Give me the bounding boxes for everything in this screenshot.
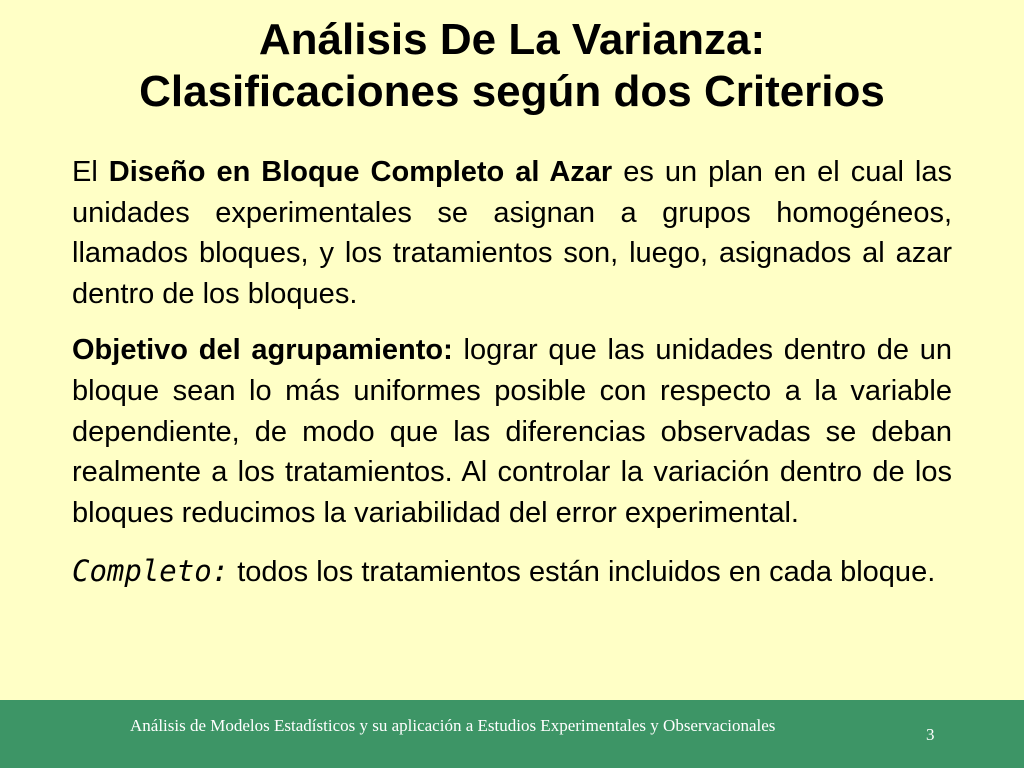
definition-lead: El: [72, 156, 109, 188]
complete-text: todos los tratamientos están incluidos en cada bloque.: [229, 556, 936, 589]
slide-title: [0, 14, 1024, 118]
definition-text: es un plan en el cual las unidades experimentales se asignan a grupos homogéneos, llamados bloques, y los tratamientos son, luego, asignados al azar dentro de los bloques.: [72, 156, 952, 310]
title-line-2: Clasificaciones según dos Criterios: [139, 67, 885, 116]
definition-term: Diseño en Bloque Completo al Azar: [108, 156, 613, 188]
slide-body: [72, 152, 952, 593]
paragraph-objective: [72, 330, 952, 533]
paragraph-complete: [72, 551, 952, 593]
paragraph-definition: [72, 152, 952, 314]
footer-text: Análisis de Modelos Estadísticos y su aplicación a Estudios Experimentales y Observacionales: [130, 716, 776, 735]
title-line-1: Análisis De La Varianza:: [258, 15, 766, 64]
objective-term: Objetivo del agrupamiento:: [72, 334, 453, 367]
page-number: 3: [926, 725, 935, 744]
objective-text: lograr que las unidades dentro de un bloque sean lo más uniformes posible con respecto a la variable dependiente, de modo que las diferencias observadas se deban realmente a los tratamientos. Al controlar la variación dentro de los bloques reducimos la variabilidad del error experimental.: [72, 334, 952, 529]
complete-term: Completo:: [72, 554, 230, 589]
footer-bar: [0, 700, 1024, 768]
